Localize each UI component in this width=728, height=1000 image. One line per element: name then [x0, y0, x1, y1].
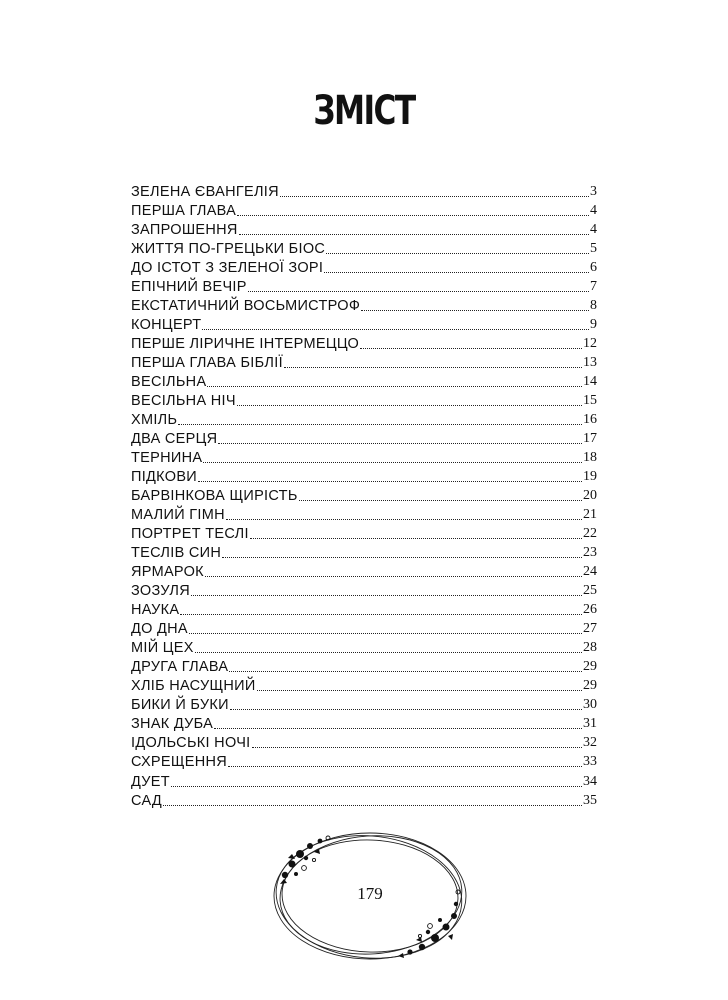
toc-entry-page: 32 — [583, 735, 597, 751]
toc-entry — [131, 333, 597, 352]
toc-entry-title: НАУКА — [131, 602, 180, 619]
dot-leader — [237, 405, 582, 406]
toc-entry — [131, 447, 597, 466]
toc-entry — [131, 276, 597, 295]
dot-leader — [189, 633, 582, 634]
dot-leader — [230, 709, 582, 710]
toc-entry-title: ДУЕТ — [131, 773, 170, 790]
toc-entry — [131, 656, 597, 675]
dot-leader — [326, 253, 589, 254]
toc-entry — [131, 770, 597, 789]
dot-leader — [198, 481, 582, 482]
toc-entry-title: ЕПІЧНИЙ ВЕЧІР — [131, 279, 247, 296]
toc-entry — [131, 561, 597, 580]
toc-entry-title: ЕКСТАТИЧНИЙ ВОСЬМИСТРОФ — [131, 298, 361, 315]
dot-leader — [252, 747, 583, 748]
toc-entry — [131, 713, 597, 732]
dot-leader — [299, 500, 582, 501]
toc-entry-title: ВЕСІЛЬНА — [131, 374, 207, 391]
dot-leader — [195, 652, 582, 653]
dot-leader — [229, 671, 582, 672]
toc-entry-page: 33 — [583, 754, 597, 770]
dot-leader — [284, 367, 582, 368]
dot-leader — [180, 614, 582, 615]
toc-entry-page: 29 — [583, 659, 597, 675]
table-of-contents — [131, 181, 597, 809]
toc-entry-page: 9 — [590, 317, 597, 333]
toc-entry-page: 18 — [583, 450, 597, 466]
dot-leader — [203, 462, 582, 463]
toc-entry — [131, 637, 597, 656]
toc-entry — [131, 200, 597, 219]
toc-entry-page: 28 — [583, 640, 597, 656]
toc-entry — [131, 390, 597, 409]
toc-entry-title: ВЕСІЛЬНА НІЧ — [131, 393, 236, 410]
toc-entry — [131, 428, 597, 447]
toc-entry-title: ЖИТТЯ ПО-ГРЕЦЬКИ БІОС — [131, 241, 326, 258]
toc-entry-title: САД — [131, 792, 163, 809]
toc-entry-page: 8 — [590, 298, 597, 314]
toc-entry — [131, 504, 597, 523]
toc-entry-page: 15 — [583, 393, 597, 409]
toc-entry — [131, 219, 597, 238]
toc-entry — [131, 352, 597, 371]
toc-entry — [131, 751, 597, 770]
toc-entry-page: 16 — [583, 412, 597, 428]
toc-entry — [131, 238, 597, 257]
dot-leader — [163, 805, 582, 806]
toc-entry — [131, 314, 597, 333]
dot-leader — [202, 329, 589, 330]
toc-entry-page: 13 — [583, 355, 597, 371]
toc-entry-title: ЯРМАРОК — [131, 564, 204, 581]
toc-entry-page: 3 — [590, 184, 597, 200]
toc-entry-page: 25 — [583, 583, 597, 599]
toc-entry — [131, 618, 597, 637]
toc-entry-title: ПІДКОВИ — [131, 469, 198, 486]
toc-entry-page: 24 — [583, 564, 597, 580]
toc-entry-page: 12 — [583, 336, 597, 352]
toc-entry — [131, 485, 597, 504]
toc-entry-page: 27 — [583, 621, 597, 637]
toc-entry-title: КОНЦЕРТ — [131, 317, 202, 334]
toc-entry-page: 4 — [590, 222, 597, 238]
toc-entry-title: ДО ІСТОТ З ЗЕЛЕНОЇ ЗОРІ — [131, 260, 324, 277]
toc-entry-title: СХРЕЩЕННЯ — [131, 754, 228, 771]
toc-entry — [131, 295, 597, 314]
toc-entry — [131, 732, 597, 751]
page-title: ЗМІСТ — [313, 88, 415, 134]
toc-entry — [131, 790, 597, 809]
toc-entry-title: ТЕРНИНА — [131, 450, 203, 467]
toc-entry-title: ТЕСЛІВ СИН — [131, 545, 222, 562]
dot-leader — [207, 386, 582, 387]
toc-entry-page: 23 — [583, 545, 597, 561]
dot-leader — [222, 557, 582, 558]
toc-entry-title: ЗОЗУЛЯ — [131, 583, 190, 600]
dot-leader — [239, 234, 589, 235]
toc-entry-page: 7 — [590, 279, 597, 295]
toc-entry-title: ДРУГА ГЛАВА — [131, 659, 229, 676]
dot-leader — [257, 690, 582, 691]
toc-entry — [131, 694, 597, 713]
toc-entry-page: 26 — [583, 602, 597, 618]
toc-entry — [131, 523, 597, 542]
toc-entry — [131, 257, 597, 276]
page-number: 179 — [357, 884, 383, 903]
toc-entry — [131, 409, 597, 428]
dot-leader — [280, 196, 589, 197]
toc-entry-title: МІЙ ЦЕХ — [131, 640, 194, 657]
dot-leader — [250, 538, 582, 539]
toc-entry-page: 20 — [583, 488, 597, 504]
toc-entry — [131, 181, 597, 200]
dot-leader — [171, 786, 582, 787]
toc-entry-page: 34 — [583, 773, 597, 789]
toc-entry-title: МАЛИЙ ГІМН — [131, 507, 225, 524]
toc-entry-page: 22 — [583, 526, 597, 542]
toc-entry-title: БИКИ Й БУКИ — [131, 697, 229, 714]
dot-leader — [218, 443, 582, 444]
toc-entry-page: 31 — [583, 716, 597, 732]
toc-entry-page: 21 — [583, 507, 597, 523]
toc-entry-page: 35 — [583, 792, 597, 808]
toc-entry-page: 17 — [583, 431, 597, 447]
dot-leader — [248, 291, 589, 292]
toc-entry-page: 4 — [590, 203, 597, 219]
toc-entry — [131, 580, 597, 599]
dot-leader — [214, 728, 582, 729]
dot-leader — [237, 215, 589, 216]
toc-entry — [131, 599, 597, 618]
dot-leader — [324, 272, 589, 273]
toc-entry-page: 30 — [583, 697, 597, 713]
toc-entry-page: 29 — [583, 678, 597, 694]
toc-entry-title: ІДОЛЬСЬКІ НОЧІ — [131, 735, 251, 752]
dot-leader — [178, 424, 582, 425]
toc-entry-page: 6 — [590, 260, 597, 276]
toc-entry-title: ПОРТРЕТ ТЕСЛІ — [131, 526, 249, 543]
toc-entry-title: ЗАПРОШЕННЯ — [131, 222, 238, 239]
toc-entry-page: 14 — [583, 374, 597, 390]
toc-entry-title: ДВА СЕРЦЯ — [131, 431, 218, 448]
toc-entry-page: 5 — [590, 241, 597, 257]
toc-entry-title: ХЛІБ НАСУЩНИЙ — [131, 678, 256, 695]
toc-entry-title: ПЕРШЕ ЛІРИЧНЕ ІНТЕРМЕЦЦО — [131, 336, 360, 353]
toc-entry — [131, 675, 597, 694]
toc-entry-title: ЗНАК ДУБА — [131, 716, 214, 733]
toc-entry — [131, 371, 597, 390]
toc-entry-title: ЗЕЛЕНА ЄВАНГЕЛІЯ — [131, 184, 279, 201]
dot-leader — [361, 310, 589, 311]
dot-leader — [228, 766, 582, 767]
toc-entry-title: ПЕРША ГЛАВА БІБЛІЇ — [131, 355, 283, 372]
dot-leader — [226, 519, 582, 520]
dot-leader — [205, 576, 582, 577]
dot-leader — [191, 595, 582, 596]
toc-entry-title: БАРВІНКОВА ЩИРІСТЬ — [131, 488, 298, 505]
dot-leader — [360, 348, 582, 349]
toc-entry-title: ХМІЛЬ — [131, 412, 178, 429]
toc-entry-title: ПЕРША ГЛАВА — [131, 203, 237, 220]
toc-entry — [131, 466, 597, 485]
toc-entry — [131, 542, 597, 561]
toc-entry-page: 19 — [583, 469, 597, 485]
toc-entry-title: ДО ДНА — [131, 621, 188, 638]
